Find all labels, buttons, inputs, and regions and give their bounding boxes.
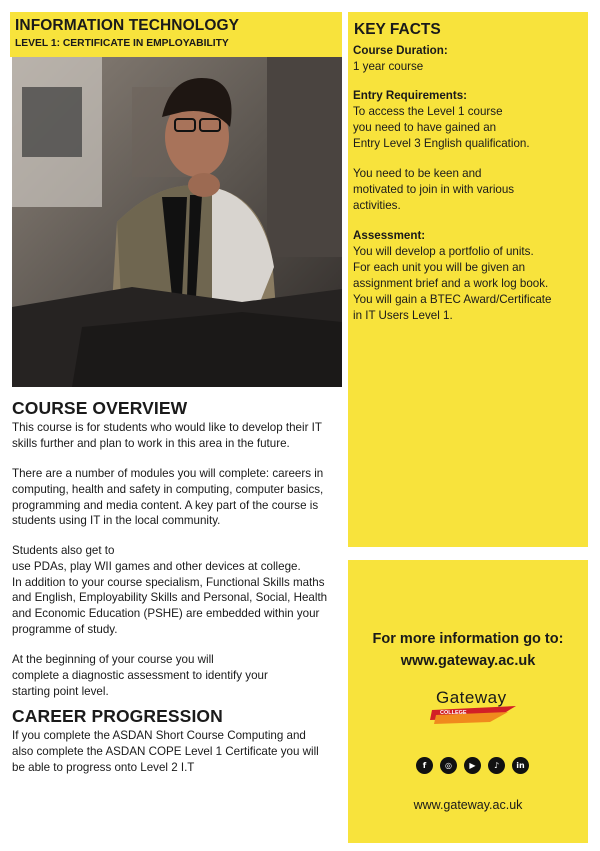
logo-wordmark: Gateway <box>436 688 507 707</box>
overview-text: computing, health and safety in computing, computer basics, <box>12 482 324 496</box>
overview-text: Students also get to <box>12 544 115 557</box>
overview-paragraph-1 <box>12 420 347 452</box>
duration-label: Course Duration: <box>353 44 448 57</box>
career-progression-heading: CAREER PROGRESSION <box>12 706 223 726</box>
overview-text: use PDAs, play WII games and other devices at college. <box>12 559 301 573</box>
progression-text: If you complete the ASDAN Short Course Computing and <box>12 729 306 742</box>
student-at-computer-image <box>12 57 342 387</box>
keen-text-1: You need to be keen and <box>353 167 482 180</box>
overview-paragraph-3 <box>12 543 347 638</box>
more-info-text <box>348 628 588 672</box>
assessment-text-3: assignment brief and a work log book. <box>353 277 549 290</box>
progression-text: be able to progress onto Level 2 I.T <box>12 760 195 774</box>
overview-text: In addition to your course specialism, Functional Skills maths <box>12 575 325 589</box>
logo-subtext: COLLEGE <box>440 710 467 716</box>
assessment-text-5: in IT Users Level 1. <box>353 309 453 322</box>
assessment-text-4: You will gain a BTEC Award/Certificate <box>353 293 552 306</box>
course-subtitle: LEVEL 1: CERTIFICATE IN EMPLOYABILITY <box>15 38 229 49</box>
linkedin-icon[interactable]: in <box>512 757 529 774</box>
keen-text-3: activities. <box>353 199 401 212</box>
overview-paragraph-2 <box>12 466 347 529</box>
entry-text-3: Entry Level 3 English qualification. <box>353 137 530 150</box>
youtube-icon[interactable]: ▶ <box>464 757 481 774</box>
course-title: INFORMATION TECHNOLOGY <box>15 17 240 34</box>
entry-text-2: you need to have gained an <box>353 121 497 134</box>
assessment <box>353 228 581 324</box>
student-photo <box>12 57 342 387</box>
overview-text: and English, Employability Skills and Personal, Social, Health <box>12 591 328 605</box>
key-facts-heading: KEY FACTS <box>354 21 441 38</box>
duration-value: 1 year course <box>353 60 424 73</box>
gateway-college-logo <box>426 688 526 732</box>
overview-text: At the beginning of your course you will <box>12 653 214 666</box>
overview-text: and Economic Education (PSHE) are embedded within your <box>12 607 320 621</box>
key-facts-panel <box>348 12 588 547</box>
progression-paragraph <box>12 728 347 775</box>
overview-text: students using IT in the local community. <box>12 514 221 528</box>
tiktok-icon[interactable]: ♪ <box>488 757 505 774</box>
more-info-label: For more information go to: <box>372 631 564 647</box>
course-duration <box>353 43 581 75</box>
assessment-text-2: For each unit you will be given an <box>353 261 526 274</box>
entry-label: Entry Requirements: <box>353 89 468 102</box>
overview-text: programming and media content. A key part of the course is <box>12 498 319 512</box>
overview-text: There are a number of modules you will complete: careers in <box>12 467 324 480</box>
course-header <box>10 12 342 57</box>
more-info-panel <box>348 560 588 843</box>
overview-text: starting point level. <box>12 684 109 698</box>
assessment-label: Assessment: <box>353 229 426 242</box>
overview-text: complete a diagnostic assessment to identify your <box>12 668 268 682</box>
assessment-text-1: You will develop a portfolio of units. <box>353 245 534 258</box>
overview-text: programme of study. <box>12 622 118 636</box>
progression-text: also complete the ASDAN COPE Level 1 Certificate you will <box>12 744 319 758</box>
keen-note <box>353 166 581 214</box>
instagram-icon[interactable]: ◎ <box>440 757 457 774</box>
entry-text-1: To access the Level 1 course <box>353 105 503 118</box>
keen-text-2: motivated to join in with various <box>353 183 515 196</box>
footer-url[interactable]: www.gateway.ac.uk <box>413 798 523 812</box>
overview-text: skills further and plan to work in this area in the future. <box>12 436 290 450</box>
facebook-icon[interactable]: f <box>416 757 433 774</box>
overview-text: This course is for students who would like to develop their IT <box>12 421 322 434</box>
entry-requirements <box>353 88 581 152</box>
more-info-link[interactable]: www.gateway.ac.uk <box>400 653 536 669</box>
course-overview-heading: COURSE OVERVIEW <box>12 398 188 418</box>
overview-paragraph-4 <box>12 652 347 699</box>
